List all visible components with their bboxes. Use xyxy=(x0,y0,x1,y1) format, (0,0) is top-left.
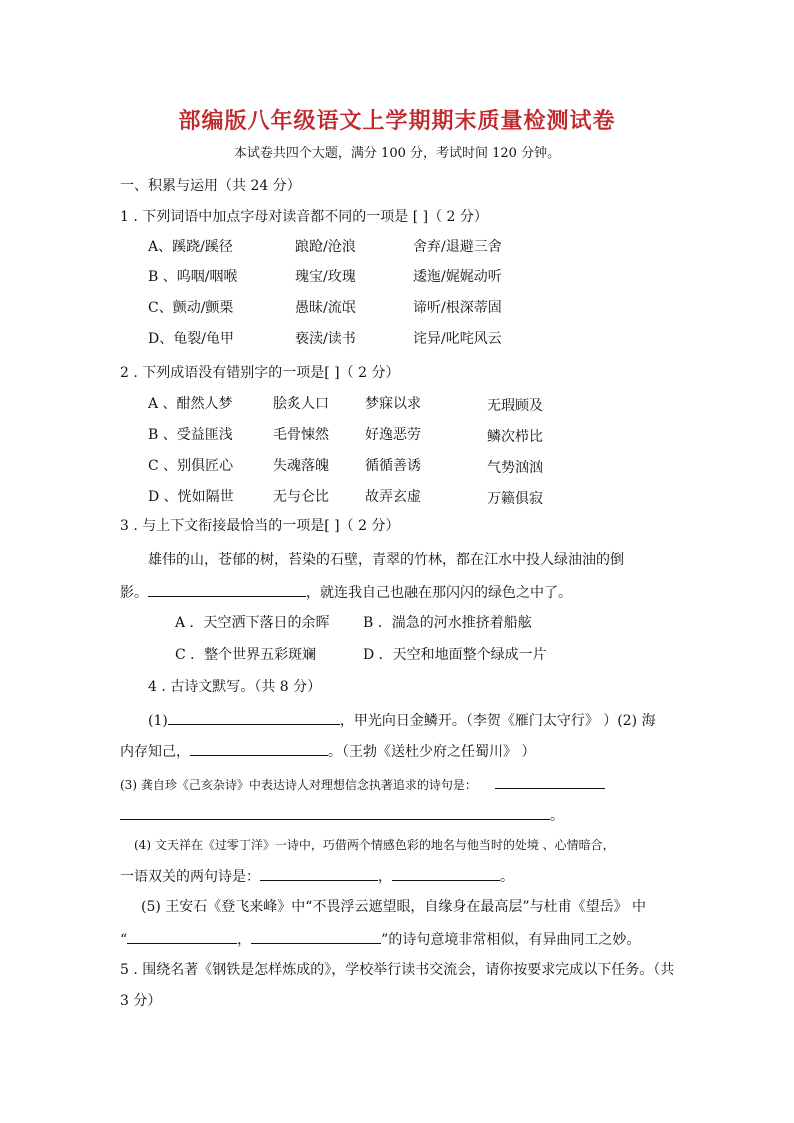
q2-option-a-4: 无瑕顾及 xyxy=(487,398,543,414)
q1-option-c-1: C、颤动/颤栗 xyxy=(148,300,234,316)
q3-option-d: D ．天空和地面整个绿成一片 xyxy=(363,647,547,663)
answer-blank[interactable] xyxy=(148,582,306,597)
answer-blank[interactable] xyxy=(495,774,605,789)
q4-item-1-number: (1) xyxy=(148,713,168,729)
q1-option-d-2: 亵渎/读书 xyxy=(295,331,356,347)
q4-item-1-text: ，甲光向日金鳞开。（李贺《雁门太守行》 ）(2) 海 xyxy=(339,713,656,729)
q1-option-a-2: 踉跄/沧浪 xyxy=(295,239,356,255)
q2-option-c-2: 失魂落魄 xyxy=(273,458,329,474)
q2-option-d-4: 万籁俱寂 xyxy=(487,491,543,507)
q1-option-b-3: 逶迤/娓娓动听 xyxy=(413,269,502,285)
q1-option-b-2: 瑰宝/玫瑰 xyxy=(295,269,356,285)
q2-option-d-3: 故弄玄虚 xyxy=(365,489,421,505)
q3-passage-line-1: 雄伟的山，苍郁的树，苔染的石壁，青翠的竹林，都在江水中投人绿油油的倒 xyxy=(148,552,624,568)
page-title: 部编版八年级语文上学期期末质量检测试卷 xyxy=(178,109,616,134)
question-3-stem: 3 . 与上下文衔接最恰当的一项是[ ]（ 2 分） xyxy=(120,518,400,534)
q4-line-5: (4) 文天祥在《过零丁洋》一诗中，巧借两个情感色彩的地名与他当时的处境 、心情暗合， xyxy=(134,838,615,852)
answer-blank[interactable] xyxy=(120,805,550,820)
q4-item-3-end: 。 xyxy=(550,808,564,824)
q3-option-a: A ．天空洒下落日的余晖 xyxy=(175,615,330,631)
q4-item-2-text-end: 。（王勃《送杜少府之任蜀川》 ） xyxy=(328,744,536,760)
q4-item-5-comma: ， xyxy=(237,932,252,948)
q2-option-a-3: 梦寐以求 xyxy=(365,396,421,412)
q1-option-c-3: 谛听/根深蒂固 xyxy=(413,300,502,316)
q4-item-3-text: (3) 龚自珍《己亥杂诗》中表达诗人对理想信念执著追求的诗句是： xyxy=(120,778,477,792)
question-1-stem: 1 . 下列词语中加点字母对读音都不同的一项是 [ ]（ 2 分） xyxy=(120,209,488,225)
answer-blank[interactable] xyxy=(168,710,340,725)
q2-option-b-1: B 、受益匪浅 xyxy=(148,427,233,443)
answer-blank[interactable] xyxy=(251,929,381,944)
answer-blank[interactable] xyxy=(260,866,378,881)
question-2-stem: 2 . 下列成语没有错别字的一项是[ ]（ 2 分） xyxy=(120,365,400,381)
q4-item-5-open-quote: “ xyxy=(120,932,128,948)
q2-option-b-2: 毛骨悚然 xyxy=(273,427,329,443)
q3-passage-end: ，就连我自己也融在那闪闪的绿色之中了。 xyxy=(306,585,572,601)
q4-line-7: (5) 王安石《登飞来峰》中“不畏浮云遮望眼，自缘身在最高层”与杜甫《望岳》 中 xyxy=(141,899,647,915)
question-5-stem-cont: 3 分） xyxy=(120,993,162,1009)
answer-blank[interactable] xyxy=(127,929,237,944)
q2-option-c-1: C 、别俱匠心 xyxy=(148,458,234,474)
q4-item-4-comma: ， xyxy=(378,869,392,885)
q2-option-b-4: 鳞次栉比 xyxy=(487,429,543,445)
q2-option-a-1: A 、酣然人梦 xyxy=(148,396,233,412)
q2-option-b-3: 好逸恶劳 xyxy=(365,427,421,443)
q4-line-8 xyxy=(120,929,640,949)
q1-option-d-3: 诧异/叱咤风云 xyxy=(413,331,502,347)
question-4-stem: 4 . 古诗文默写。（共 8 分） xyxy=(148,679,322,695)
q4-line-6 xyxy=(120,866,514,886)
q1-option-c-2: 愚昧/流氓 xyxy=(295,300,356,316)
q4-item-2-text-start: 内存知己， xyxy=(120,744,190,760)
q2-option-d-2: 无与仑比 xyxy=(273,489,329,505)
q4-item-4-text: 一语双关的两句诗是： xyxy=(120,869,260,885)
q2-option-a-2: 脍炙人口 xyxy=(273,396,329,412)
q4-item-4-end: 。 xyxy=(500,869,514,885)
q4-line-1 xyxy=(148,710,656,730)
q4-line-3 xyxy=(120,774,605,794)
q4-item-5-end: ”的诗句意境非常相似，有异曲同工之妙。 xyxy=(381,932,641,948)
answer-blank[interactable] xyxy=(190,741,328,756)
q1-option-b-1: B 、呜咽/咽喉 xyxy=(148,269,238,285)
q4-line-2 xyxy=(120,741,535,761)
q2-option-c-4: 气势汹汹 xyxy=(487,460,543,476)
q3-passage-start: 影。 xyxy=(120,585,148,601)
q2-option-c-3: 循循善诱 xyxy=(365,458,421,474)
q4-line-4 xyxy=(120,805,564,825)
q1-option-d-1: D、龟裂/龟甲 xyxy=(148,331,234,347)
section-heading: 一、积累与运用（共 24 分） xyxy=(120,178,301,194)
q3-option-c: C ．整个世界五彩斑斓 xyxy=(175,647,317,663)
question-5-stem: 5 . 围绕名著《钢铁是怎样炼成的》，学校举行读书交流会，请你按要求完成以下任务。（共 xyxy=(120,962,675,978)
q1-option-a-3: 舍弃/退避三舍 xyxy=(413,239,502,255)
q2-option-d-1: D 、恍如隔世 xyxy=(148,489,234,505)
q3-passage-line-2 xyxy=(120,582,572,602)
q1-option-a-1: A、蹊跷/蹊径 xyxy=(148,239,233,255)
exam-intro: 本试卷共四个大题，满分 100 分，考试时间 120 分钟。 xyxy=(233,146,561,161)
answer-blank[interactable] xyxy=(392,866,500,881)
q3-option-b: B ．湍急的河水推挤着船舷 xyxy=(363,615,532,631)
